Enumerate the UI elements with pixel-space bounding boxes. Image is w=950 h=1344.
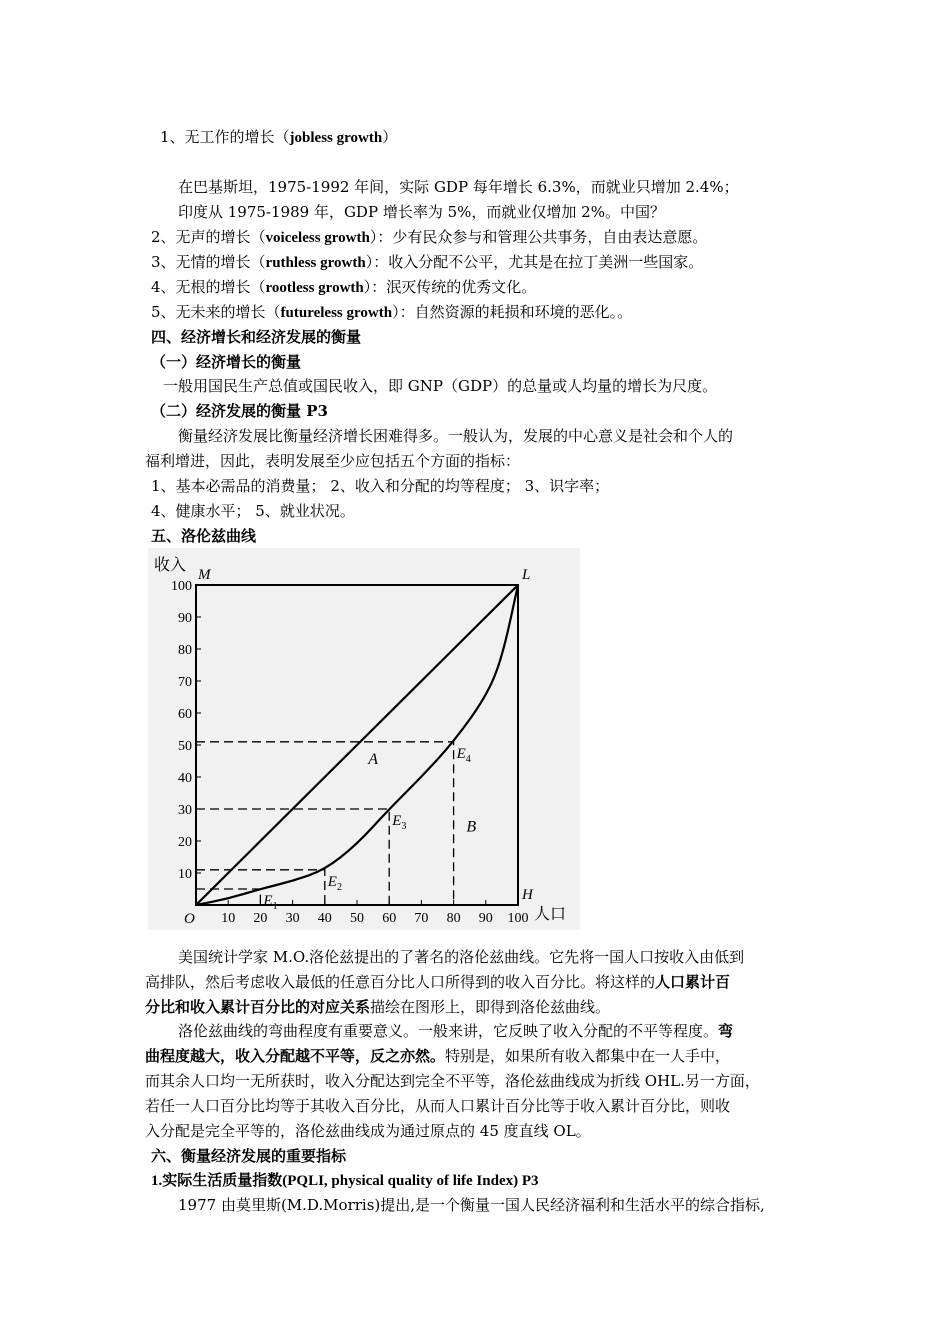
heading-jobless-growth: 1、无工作的增长（jobless growth） — [160, 128, 398, 146]
subheading-development-measure: （二）经济发展的衡量 P3 — [151, 402, 328, 420]
x-tick-label: 60 — [382, 911, 397, 926]
y-tick-label: 40 — [178, 771, 192, 786]
x-tick-label: 70 — [414, 911, 429, 926]
paragraph-development-1: 衡量经济发展比衡量经济增长困难得多。一般认为，发展的中心意义是社会和个人的 — [178, 427, 734, 445]
x-tick-label: 10 — [221, 911, 236, 926]
area-label-b: B — [466, 818, 477, 836]
x-tick-label: 20 — [253, 911, 268, 926]
paragraph-lorenz-6: 而其余人口均一无所获时，收入分配达到完全不平等，洛伦兹曲线成为折线 OHL.另一方面， — [145, 1072, 760, 1090]
y-tick-label: 100 — [171, 579, 192, 594]
corner-label-m: M — [198, 567, 211, 583]
point-label-subscript: 2 — [336, 881, 342, 893]
corner-label-h: H — [522, 887, 533, 903]
paragraph-lorenz-5: 曲程度越大，收入分配越不平等，反之亦然。特别是，如果所有收入都集中在一人手中， — [145, 1047, 731, 1065]
x-tick-label: 30 — [285, 911, 300, 926]
y-tick-label: 20 — [178, 835, 192, 850]
paragraph-lorenz-8: 入分配是完全平等的，洛伦兹曲线成为通过原点的 45 度直线 OL。 — [145, 1122, 591, 1140]
y-tick-label: 30 — [178, 803, 192, 818]
corner-label-l: L — [522, 567, 531, 583]
y-tick-label: 10 — [178, 867, 192, 882]
indicator-list-line-1: 1、基本必需品的消费量； 2、收入和分配的均等程度； 3、识字率； — [151, 477, 610, 495]
paragraph-lorenz-1: 美国统计学家 M.O.洛伦兹提出的了著名的洛伦兹曲线。它先将一国人口按收入由低到 — [178, 948, 745, 966]
section-heading-4: 四、经济增长和经济发展的衡量 — [151, 328, 362, 346]
point-label-e2: $E_2$ — [327, 873, 342, 893]
point-label-e4: $E_4$ — [456, 745, 471, 765]
paragraph-lorenz-4: 洛伦兹曲线的弯曲程度有重要意义。一般来讲，它反映了收入分配的不平等程度。弯 — [178, 1022, 734, 1040]
x-axis-label: 人口 — [534, 906, 567, 923]
section-heading-6: 六、衡量经济发展的重要指标 — [151, 1147, 347, 1165]
section-heading-5: 五、洛伦兹曲线 — [151, 527, 257, 545]
paragraph-development-2: 福利增进，因此，表明发展至少应包括五个方面的指标： — [145, 452, 521, 470]
point-label-subscript: 3 — [401, 821, 407, 832]
point-label-subscript: 4 — [465, 753, 471, 765]
y-tick-label: 80 — [178, 643, 192, 658]
paragraph-india: 印度从 1975-1989 年，GDP 增长率为 5%，而就业仅增加 2%。中国？ — [178, 203, 665, 221]
paragraph-pakistan: 在巴基斯坦，1975-1992 年间，实际 GDP 每年增长 6.3%，而就业只增加 2.4%； — [178, 178, 739, 196]
y-tick-label: 60 — [178, 707, 192, 722]
subheading-growth-measure: （一）经济增长的衡量 — [151, 353, 302, 371]
area-label-a: A — [368, 751, 378, 769]
x-tick-label: 80 — [446, 911, 461, 926]
y-tick-label: 50 — [178, 739, 192, 754]
x-tick-label: 90 — [478, 911, 493, 926]
paragraph-lorenz-2: 高排队，然后考虑收入最低的任意百分比人口所得到的收入百分比。将这样的人口累计百 — [145, 973, 731, 991]
y-tick-label: 90 — [178, 611, 192, 626]
item-futureless-growth: 5、无未来的增长（futureless growth）：自然资源的耗损和环境的恶化。。 — [151, 303, 633, 321]
item-ruthless-growth: 3、无情的增长（ruthless growth）：收入分配不公平，尤其是在拉丁美洲一些国家。 — [151, 253, 704, 271]
x-tick-label: 50 — [350, 911, 364, 926]
y-axis-label: 收入 — [154, 557, 187, 574]
lorenz-curve-chart — [148, 548, 580, 930]
item-rootless-growth: 4、无根的增长（rootless growth）：泯灭传统的优秀文化。 — [151, 278, 537, 296]
indicator-list-line-2: 4、健康水平； 5、就业状况。 — [151, 502, 355, 520]
paragraph-pqli: 1977 由莫里斯(M.D.Morris)提出,是一个衡量一国人民经济福利和生活水平的综合指标, — [178, 1196, 765, 1214]
point-label-e3: $E_3$ — [392, 813, 407, 832]
x-tick-label: 100 — [507, 911, 529, 926]
paragraph-growth-measure: 一般用国民生产总值或国民收入，即 GNP（GDP）的总量或人均量的增长为尺度。 — [163, 377, 718, 395]
point-label-e1: $E_1$ — [263, 893, 278, 912]
point-label-subscript: 1 — [272, 901, 278, 912]
corner-label-origin: O — [184, 911, 195, 927]
x-tick-label: 40 — [317, 911, 332, 926]
pqli-heading: 1.实际生活质量指数(PQLI, physical quality of life Index) P3 — [151, 1173, 539, 1189]
paragraph-lorenz-7: 若任一人口百分比均等于其收入百分比，从而人口累计百分比等于收入累计百分比，则收 — [145, 1097, 731, 1115]
paragraph-lorenz-3: 分比和收入累计百分比的对应关系描绘在图形上，即得到洛伦兹曲线。 — [145, 998, 611, 1016]
y-tick-label: 70 — [178, 675, 192, 690]
item-voiceless-growth: 2、无声的增长（voiceless growth）：少有民众参与和管理公共事务，自由表达意愿。 — [151, 228, 708, 246]
